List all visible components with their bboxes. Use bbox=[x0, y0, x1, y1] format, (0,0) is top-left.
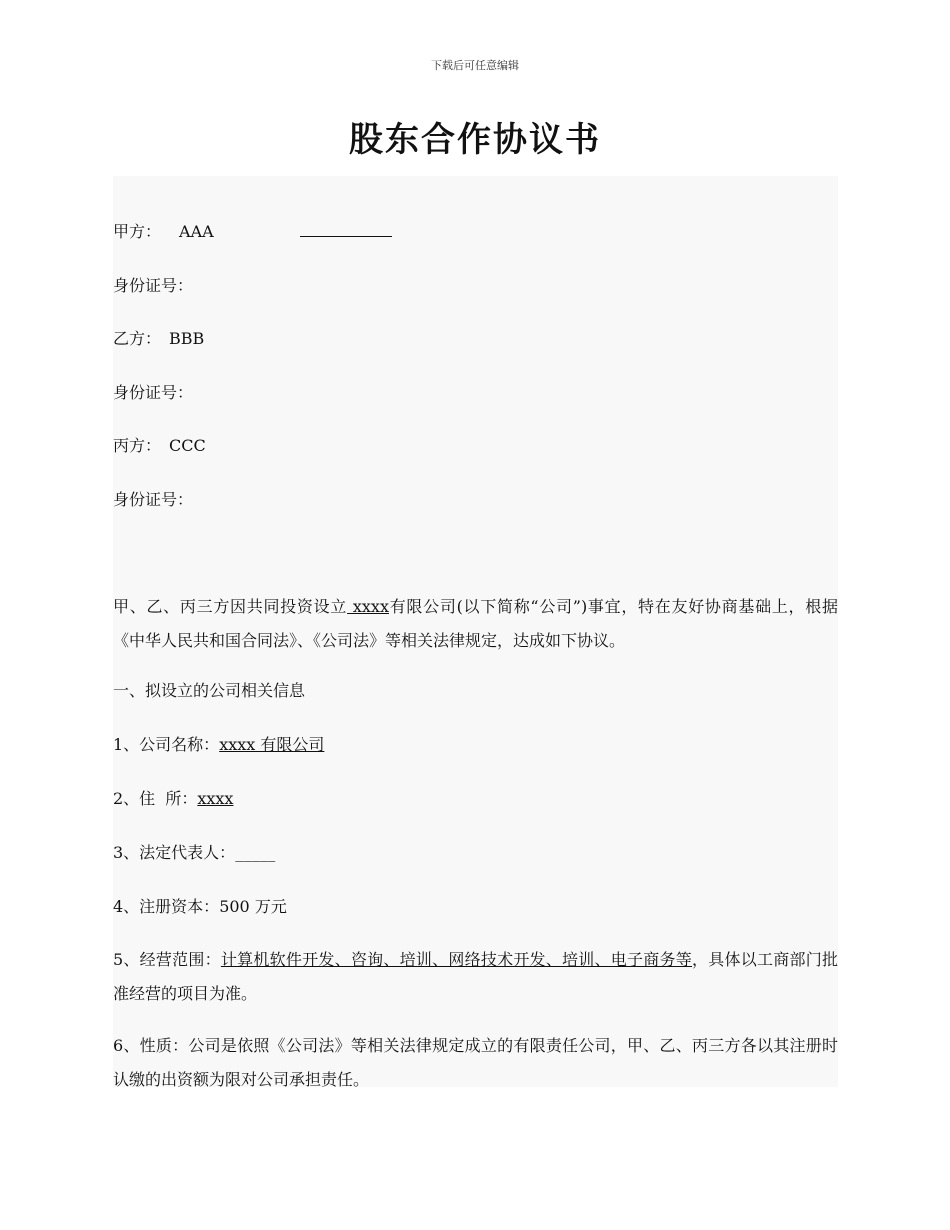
business-scope-label: 5、经营范围： bbox=[113, 950, 221, 969]
legal-rep-label: 3、法定代表人： bbox=[113, 843, 236, 862]
capital-value: 500 万元 bbox=[219, 897, 287, 916]
party-c-name: CCC bbox=[169, 436, 206, 455]
company-name-line bbox=[113, 735, 324, 755]
company-name-value: xxxx 有限公司 bbox=[219, 735, 325, 754]
party-b-id-label: 身份证号： bbox=[113, 383, 194, 402]
company-name-label: 1、公司名称： bbox=[113, 735, 220, 754]
nature-paragraph bbox=[113, 1029, 838, 1097]
party-a-line bbox=[113, 222, 392, 242]
party-b-label: 乙方： bbox=[113, 329, 162, 348]
party-a-id-line bbox=[113, 276, 193, 296]
business-scope-paragraph bbox=[113, 943, 838, 1011]
address-value: xxxx bbox=[197, 789, 234, 808]
document-body bbox=[113, 176, 838, 1087]
party-a-blank bbox=[300, 222, 392, 237]
party-b-line bbox=[113, 329, 204, 349]
party-a-name: AAA bbox=[179, 222, 214, 241]
business-scope-value: 计算机软件开发、咨询、培训、网络技术开发、培训、电子商务等 bbox=[220, 950, 693, 969]
address-label: 2、住 所： bbox=[113, 789, 198, 808]
section1-heading: 一、拟设立的公司相关信息 bbox=[113, 681, 306, 700]
party-b-id-line bbox=[113, 383, 193, 403]
capital-label: 4、注册资本： bbox=[113, 897, 220, 916]
intro-part2: 有限公司(以下简称“公司”)事宜，特在友好协商基础上，根据《中华人民共和国合同法》、《公司法》等相关法律规定，达成如下协议。 bbox=[113, 597, 838, 650]
capital-line bbox=[113, 897, 287, 917]
business-scope-rest: ，具体以工商部门批准经营的项目为准。 bbox=[113, 950, 838, 1003]
intro-part1: 甲、乙、丙三方因共同投资设立 bbox=[113, 597, 348, 616]
legal-rep-value: _____ bbox=[235, 843, 276, 862]
party-c-id-line bbox=[113, 490, 193, 510]
intro-paragraph bbox=[113, 590, 838, 658]
address-line bbox=[113, 789, 233, 809]
header-note: 下载后可任意编辑 bbox=[431, 59, 519, 72]
nature-label: 6、性质： bbox=[113, 1036, 189, 1055]
party-c-line bbox=[113, 436, 206, 456]
intro-company-placeholder: xxxx bbox=[347, 597, 389, 616]
party-a-id-label: 身份证号： bbox=[113, 276, 194, 295]
document-title: 股东合作协议书 bbox=[349, 120, 601, 160]
legal-rep-line bbox=[113, 843, 275, 863]
party-a-label: 甲方： bbox=[113, 222, 162, 241]
nature-value: 公司是依照《公司法》等相关法律规定成立的有限责任公司，甲、乙、丙三方各以其注册时认缴的出资额为限对公司承担责任。 bbox=[113, 1036, 838, 1089]
party-c-label: 丙方： bbox=[113, 436, 162, 455]
party-c-id-label: 身份证号： bbox=[113, 490, 194, 509]
party-b-name: BBB bbox=[169, 329, 205, 348]
